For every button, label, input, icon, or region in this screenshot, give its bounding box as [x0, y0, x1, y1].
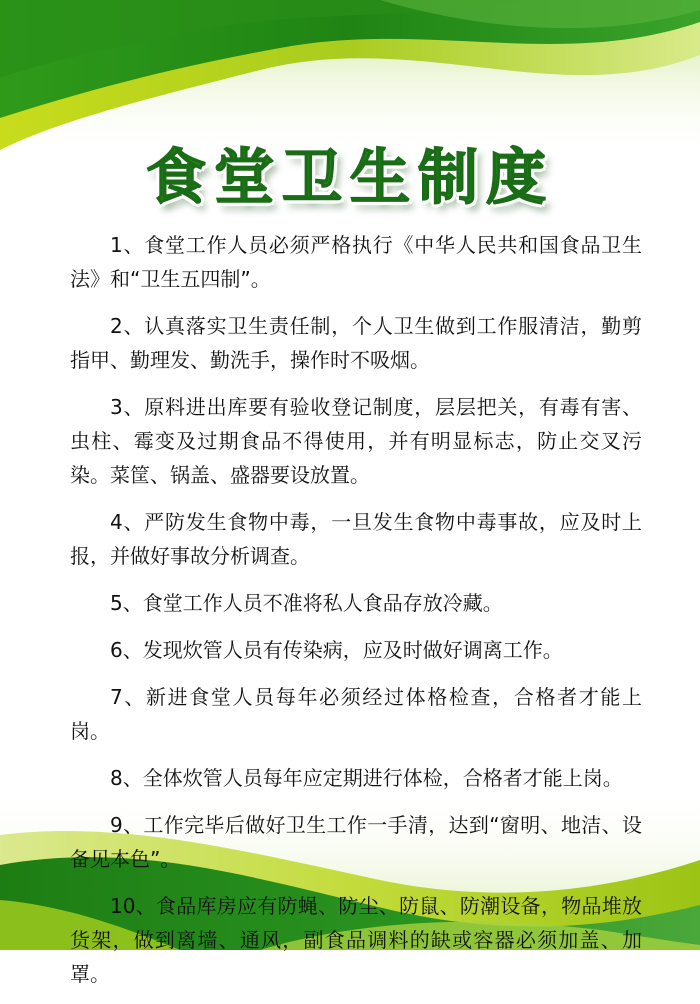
rule-item-6: 6、发现炊管人员有传染病，应及时做好调离工作。: [110, 638, 563, 662]
rule-item-2: 2、认真落实卫生责任制，个人卫生做到工作服清洁，勤剪指甲、勤理发、勤洗手，操作时不吸烟。: [70, 314, 642, 372]
rule-item-9: 9、工作完毕后做好卫生工作一手清，达到“窗明、地洁、设备见本色”。: [70, 813, 642, 871]
rule-item-4: 4、严防发生食物中毒，一旦发生食物中毒事故，应及时上报，并做好事故分析调查。: [70, 510, 642, 568]
rule-item-3: 3、原料进出库要有验收登记制度，层层把关，有毒有害、虫柱、霉变及过期食品不得使用，并有明显标志，防止交叉污染。菜筐、锅盖、盛器要设放置。: [70, 395, 642, 487]
rule-item-1: 1、食堂工作人员必须严格执行《中华人民共和国食品卫生法》和“卫生五四制”。: [70, 233, 642, 291]
rule-item-5: 5、食堂工作人员不准将私人食品存放冷藏。: [110, 591, 503, 615]
rules-list: [70, 228, 642, 1004]
rule-item-7: 7、新进食堂人员每年必须经过体格检查，合格者才能上岗。: [70, 685, 642, 743]
page-title: 食堂卫生制度: [146, 143, 554, 213]
rule-item-10: 10、食品库房应有防蝇、防尘、防鼠、防潮设备，物品堆放货架，做到离墙、通风，副食品调料的缺或容器必须加盖、加罩。: [70, 894, 642, 986]
rule-item-8: 8、全体炊管人员每年应定期进行体检，合格者才能上岗。: [110, 766, 623, 790]
